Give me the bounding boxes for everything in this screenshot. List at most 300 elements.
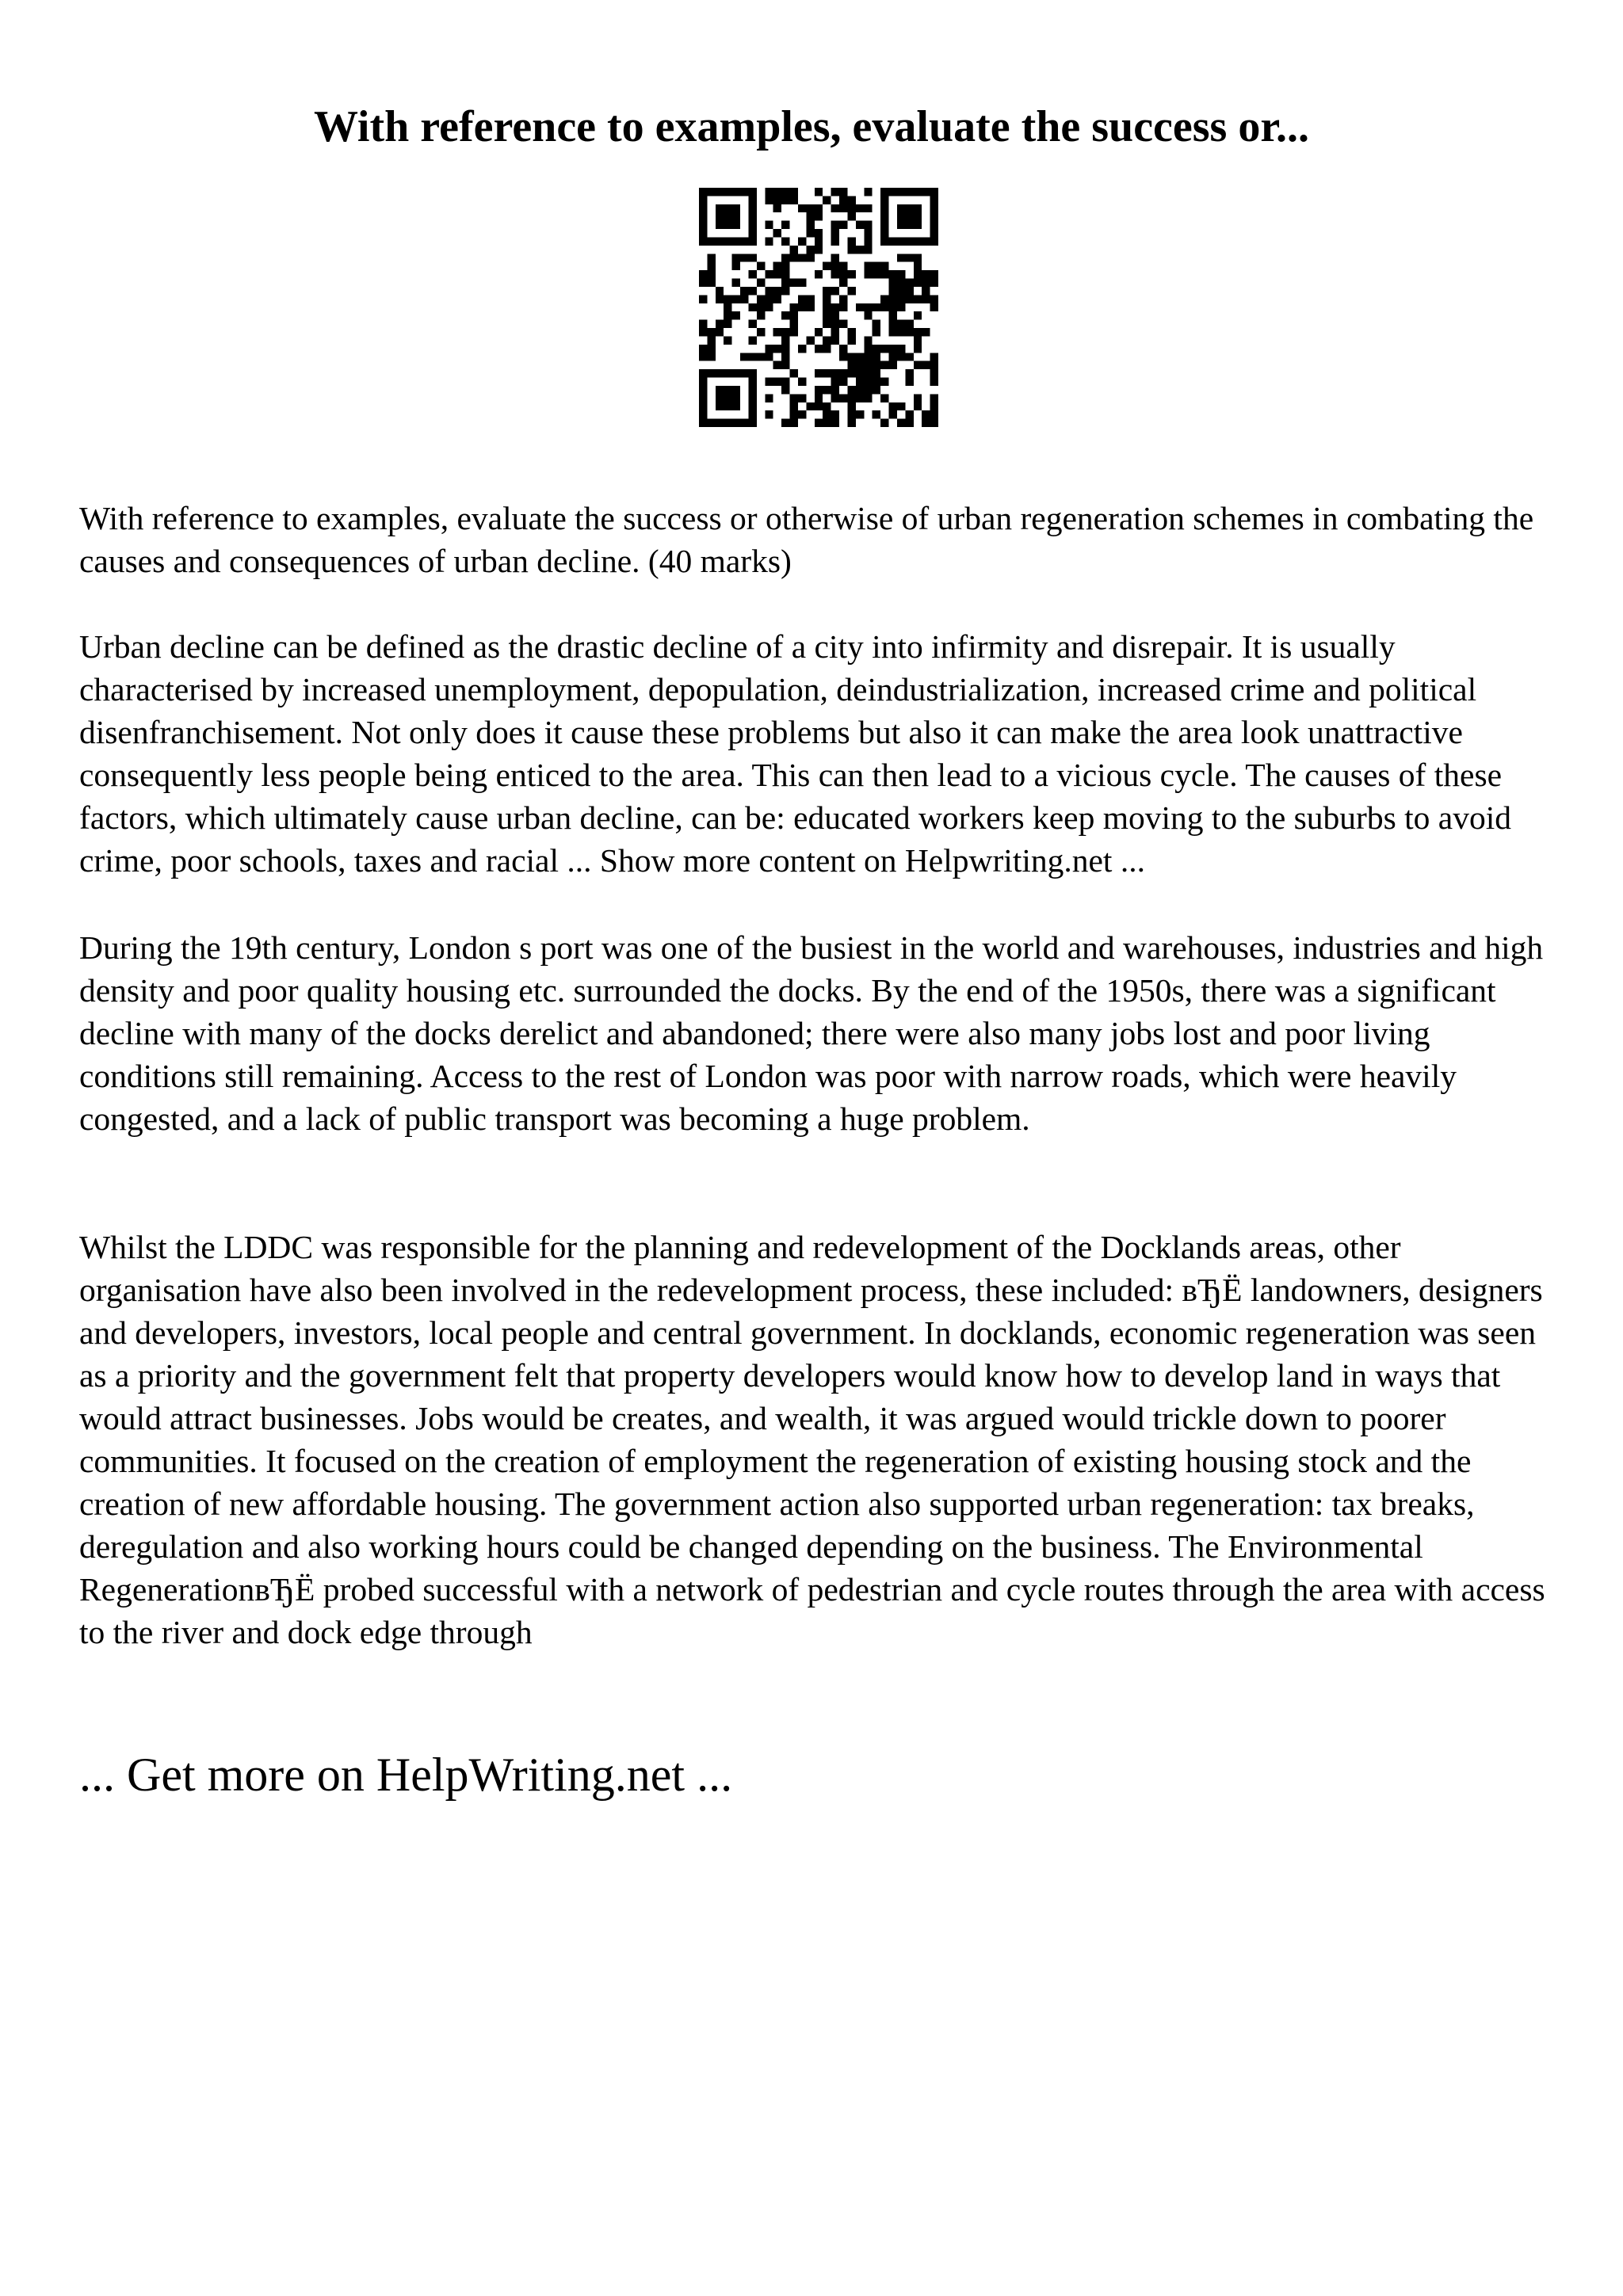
- qr-module: [740, 369, 748, 377]
- qr-module: [873, 378, 880, 386]
- qr-module: [773, 345, 781, 353]
- qr-module: [839, 270, 847, 278]
- qr-module: [922, 410, 930, 418]
- qr-module: [748, 229, 756, 237]
- qr-module: [880, 204, 888, 212]
- qr-module: [831, 287, 839, 295]
- qr-module: [897, 345, 905, 353]
- qr-module: [839, 303, 847, 311]
- qr-module: [732, 221, 740, 229]
- qr-module: [873, 328, 880, 336]
- qr-module: [897, 204, 905, 212]
- qr-module: [757, 353, 765, 360]
- qr-module: [847, 419, 855, 427]
- qr-module: [864, 361, 872, 369]
- qr-module: [847, 386, 855, 394]
- qr-module: [790, 328, 798, 336]
- qr-module: [699, 353, 707, 360]
- qr-module: [847, 410, 855, 418]
- qr-module: [707, 419, 715, 427]
- qr-module: [930, 279, 938, 287]
- qr-module: [748, 254, 756, 261]
- qr-module: [732, 254, 740, 261]
- qr-module: [914, 212, 922, 220]
- qr-module: [889, 270, 897, 278]
- qr-module: [831, 229, 839, 237]
- qr-module: [831, 221, 839, 229]
- qr-module: [922, 328, 930, 336]
- qr-module: [880, 221, 888, 229]
- qr-module: [905, 204, 913, 212]
- qr-module: [765, 287, 773, 295]
- qr-module: [790, 402, 798, 410]
- qr-module: [732, 204, 740, 212]
- qr-module: [781, 262, 789, 270]
- qr-module: [716, 386, 724, 394]
- qr-module: [748, 378, 756, 386]
- qr-module: [864, 336, 872, 344]
- qr-module: [757, 262, 765, 270]
- qr-module: [724, 402, 731, 410]
- qr-module: [798, 303, 806, 311]
- qr-module: [724, 221, 731, 229]
- qr-module: [757, 328, 765, 336]
- qr-module: [905, 295, 913, 303]
- qr-module: [905, 378, 913, 386]
- qr-module: [847, 287, 855, 295]
- qr-module: [699, 386, 707, 394]
- qr-module: [740, 419, 748, 427]
- qr-module: [765, 295, 773, 303]
- qr-module: [773, 196, 781, 204]
- qr-module: [847, 328, 855, 336]
- qr-module: [905, 287, 913, 295]
- qr-module: [798, 237, 806, 245]
- qr-module: [930, 295, 938, 303]
- qr-module: [831, 328, 839, 336]
- qr-module: [889, 410, 897, 418]
- qr-module: [724, 295, 731, 303]
- qr-module: [707, 254, 715, 261]
- qr-module: [864, 345, 872, 353]
- qr-module: [724, 394, 731, 402]
- qr-module: [707, 188, 715, 196]
- qr-module: [815, 188, 823, 196]
- qr-module: [732, 212, 740, 220]
- qr-module: [699, 270, 707, 278]
- qr-module: [831, 336, 839, 344]
- qr-module: [831, 369, 839, 377]
- qr-module: [765, 378, 773, 386]
- qr-module: [699, 345, 707, 353]
- qr-module: [905, 279, 913, 287]
- qr-module: [889, 287, 897, 295]
- qr-module: [864, 237, 872, 245]
- qr-module: [897, 237, 905, 245]
- qr-module: [781, 336, 789, 344]
- qr-module: [914, 361, 922, 369]
- qr-module: [765, 353, 773, 360]
- qr-module: [781, 196, 789, 204]
- qr-module: [815, 386, 823, 394]
- qr-module: [707, 328, 715, 336]
- qr-module: [905, 369, 913, 377]
- qr-module: [839, 188, 847, 196]
- qr-module: [781, 311, 789, 319]
- qr-module: [930, 237, 938, 245]
- qr-module: [831, 204, 839, 212]
- qr-module: [765, 394, 773, 402]
- qr-module: [823, 311, 831, 319]
- qr-module: [823, 320, 831, 328]
- qr-module: [847, 196, 855, 204]
- qr-module: [815, 345, 823, 353]
- qr-module: [873, 369, 880, 377]
- qr-module: [823, 419, 831, 427]
- qr-module: [765, 345, 773, 353]
- qr-module: [781, 287, 789, 295]
- qr-module: [847, 394, 855, 402]
- qr-module: [839, 320, 847, 328]
- qr-module: [798, 410, 806, 418]
- qr-module: [707, 336, 715, 344]
- qr-module: [864, 378, 872, 386]
- qr-module: [839, 279, 847, 287]
- qr-module: [699, 212, 707, 220]
- qr-module: [806, 212, 814, 220]
- qr-module: [831, 311, 839, 319]
- qr-module: [823, 262, 831, 270]
- qr-module: [815, 394, 823, 402]
- qr-module: [847, 402, 855, 410]
- qr-module: [806, 295, 814, 303]
- qr-module: [831, 270, 839, 278]
- qr-module: [897, 320, 905, 328]
- qr-module: [790, 419, 798, 427]
- qr-module: [699, 229, 707, 237]
- qr-module: [914, 402, 922, 410]
- document-title: With reference to examples, evaluate the success or...: [313, 102, 1310, 151]
- qr-module: [757, 295, 765, 303]
- qr-module: [815, 204, 823, 212]
- qr-module: [889, 237, 897, 245]
- qr-module: [748, 419, 756, 427]
- qr-module: [699, 320, 707, 328]
- qr-module: [798, 279, 806, 287]
- qr-module: [914, 311, 922, 319]
- qr-module: [806, 229, 814, 237]
- qr-module: [930, 361, 938, 369]
- qr-module: [707, 369, 715, 377]
- qr-module: [806, 402, 814, 410]
- qr-module: [914, 188, 922, 196]
- qr-module: [699, 410, 707, 418]
- qr-module: [930, 270, 938, 278]
- qr-module: [880, 361, 888, 369]
- qr-module: [707, 270, 715, 278]
- qr-module: [873, 410, 880, 418]
- qr-module: [930, 196, 938, 204]
- qr-module: [732, 419, 740, 427]
- qr-module: [732, 279, 740, 287]
- qr-module: [773, 270, 781, 278]
- qr-module: [847, 246, 855, 254]
- qr-module: [889, 303, 897, 311]
- get-more-link[interactable]: ... Get more on HelpWriting.net ...: [79, 1749, 733, 1801]
- qr-module: [732, 188, 740, 196]
- qr-module: [864, 303, 872, 311]
- qr-module: [716, 320, 724, 328]
- qr-module: [930, 378, 938, 386]
- qr-module: [880, 270, 888, 278]
- qr-module: [732, 394, 740, 402]
- qr-module: [864, 311, 872, 319]
- qr-module: [914, 328, 922, 336]
- qr-module: [905, 320, 913, 328]
- qr-module: [880, 237, 888, 245]
- qr-module: [889, 353, 897, 360]
- qr-module: [864, 221, 872, 229]
- qr-module: [880, 229, 888, 237]
- qr-module: [748, 402, 756, 410]
- qr-module: [773, 295, 781, 303]
- qr-module: [748, 394, 756, 402]
- qr-module: [732, 237, 740, 245]
- qr-module: [748, 287, 756, 295]
- qr-module: [798, 254, 806, 261]
- qr-module: [823, 369, 831, 377]
- qr-module: [748, 386, 756, 394]
- qr-module: [806, 336, 814, 344]
- qr-module: [905, 188, 913, 196]
- qr-module: [740, 188, 748, 196]
- qr-module: [781, 419, 789, 427]
- qr-module: [864, 353, 872, 360]
- qr-module: [765, 303, 773, 311]
- qr-module: [864, 204, 872, 212]
- qr-module: [724, 336, 731, 344]
- qr-module: [905, 254, 913, 261]
- qr-module: [856, 204, 864, 212]
- qr-module: [707, 262, 715, 270]
- qr-module: [724, 188, 731, 196]
- qr-module: [732, 386, 740, 394]
- qr-module: [831, 394, 839, 402]
- qr-module: [748, 320, 756, 328]
- qr-module: [699, 295, 707, 303]
- qr-module: [806, 254, 814, 261]
- qr-module: [831, 320, 839, 328]
- qr-module: [856, 303, 864, 311]
- qr-module: [897, 221, 905, 229]
- qr-module: [873, 345, 880, 353]
- qr-module: [790, 246, 798, 254]
- qr-module: [716, 402, 724, 410]
- qr-module: [930, 188, 938, 196]
- qr-module: [716, 419, 724, 427]
- qr-module: [773, 361, 781, 369]
- qr-module: [716, 188, 724, 196]
- qr-module: [914, 237, 922, 245]
- qr-module: [815, 419, 823, 427]
- qr-module: [790, 320, 798, 328]
- qr-module: [716, 237, 724, 245]
- qr-module: [757, 311, 765, 319]
- qr-module: [873, 262, 880, 270]
- qr-module: [847, 212, 855, 220]
- qr-module: [732, 311, 740, 319]
- qr-module: [914, 295, 922, 303]
- qr-module: [798, 204, 806, 212]
- qr-module: [839, 262, 847, 270]
- qr-module: [757, 279, 765, 287]
- qr-module: [889, 295, 897, 303]
- qr-module: [724, 386, 731, 394]
- qr-module: [831, 188, 839, 196]
- qr-module: [716, 212, 724, 220]
- qr-module: [806, 204, 814, 212]
- qr-module: [798, 378, 806, 386]
- qr-module: [922, 419, 930, 427]
- lddc-paragraph: Whilst the LDDC was responsible for the planning and redevelopment of the Docklands areas, other organisation have also been involved in the redevelopment process, these included: вЂЁ landowners, designers and developers, investors, local people and central government. In docklands, economic regeneration was seen as a priority and the government felt that property developers would know how to develop land in ways that would attract businesses. Jobs would be creates, and wealth, it was argued would trickle down to poorer communities. It focused on the creation of employment the regeneration of existing housing stock and the creation of new affordable housing. The government action also supported urban regeneration: tax breaks, deregulation and also working hours could be changed depending on the business. The Environmental RegenerationвЂЁ probed successful with a network of pedestrian and cycle routes through the area with access to the river and dock edge through: [79, 1229, 1545, 1650]
- qr-module: [740, 237, 748, 245]
- qr-module: [815, 229, 823, 237]
- qr-module: [922, 279, 930, 287]
- qr-module: [847, 353, 855, 360]
- qr-module: [914, 336, 922, 344]
- qr-module: [699, 328, 707, 336]
- qr-module: [914, 270, 922, 278]
- qr-module: [699, 378, 707, 386]
- qr-module: [790, 311, 798, 319]
- qr-module: [839, 295, 847, 303]
- qr-module: [880, 345, 888, 353]
- qr-module: [815, 237, 823, 245]
- qr-module: [748, 303, 756, 311]
- qr-module: [806, 246, 814, 254]
- qr-module: [922, 295, 930, 303]
- qr-module: [873, 320, 880, 328]
- qr-module: [823, 402, 831, 410]
- qr-module: [905, 353, 913, 360]
- qr-module: [922, 270, 930, 278]
- qr-module: [864, 270, 872, 278]
- qr-module: [930, 410, 938, 418]
- qr-module: [880, 262, 888, 270]
- qr-module: [781, 361, 789, 369]
- qr-module: [707, 353, 715, 360]
- qr-module: [847, 361, 855, 369]
- qr-module: [847, 369, 855, 377]
- qr-module: [724, 303, 731, 311]
- qr-module: [930, 229, 938, 237]
- qr-module: [823, 196, 831, 204]
- qr-module: [873, 270, 880, 278]
- qr-module: [716, 287, 724, 295]
- qr-module: [889, 361, 897, 369]
- qr-module: [864, 386, 872, 394]
- qr-module: [823, 336, 831, 344]
- qr-module: [847, 204, 855, 212]
- qr-module: [856, 386, 864, 394]
- intro-paragraph: Urban decline can be defined as the drastic decline of a city into infirmity and disrepair. It is usually characterised by increased unemployment, depopulation, deindustrialization, increased crime and political disenfranchisement. Not only does it cause these problems but also it can make the area look unattractive consequently less people being enticed to the area. This can then lead to a vicious cycle. The causes of these factors, which ultimately cause urban decline, can be: educated workers keep moving to the suburbs to avoid crime, poor schools, taxes and racial ... Show more content on Helpwriting.net ...: [79, 628, 1511, 879]
- qr-module: [699, 221, 707, 229]
- qr-module: [839, 369, 847, 377]
- qr-module: [765, 270, 773, 278]
- qr-module: [740, 295, 748, 303]
- qr-module: [765, 237, 773, 245]
- qr-module: [707, 279, 715, 287]
- qr-module: [748, 204, 756, 212]
- qr-module: [748, 196, 756, 204]
- qr-module: [732, 262, 740, 270]
- qr-module: [930, 419, 938, 427]
- qr-module: [724, 320, 731, 328]
- qr-module: [831, 303, 839, 311]
- qr-module: [897, 402, 905, 410]
- qr-module: [815, 369, 823, 377]
- qr-module: [930, 353, 938, 360]
- qr-module: [839, 196, 847, 204]
- qr-module: [873, 353, 880, 360]
- qr-module: [716, 204, 724, 212]
- qr-module: [740, 254, 748, 261]
- qr-module: [823, 287, 831, 295]
- qr-module: [847, 336, 855, 344]
- qr-module: [831, 254, 839, 261]
- qr-module: [699, 369, 707, 377]
- qr-module: [831, 386, 839, 394]
- qr-module: [880, 394, 888, 402]
- qr-module: [914, 262, 922, 270]
- qr-module: [781, 328, 789, 336]
- qr-module: [864, 246, 872, 254]
- qr-module: [914, 279, 922, 287]
- qr-module: [781, 188, 789, 196]
- qr-module: [880, 212, 888, 220]
- qr-module: [897, 270, 905, 278]
- qr-module: [781, 378, 789, 386]
- qr-module: [880, 295, 888, 303]
- qr-module: [798, 295, 806, 303]
- qr-module: [716, 394, 724, 402]
- qr-module: [864, 188, 872, 196]
- qr-module: [765, 410, 773, 418]
- qr-module: [773, 378, 781, 386]
- qr-module: [889, 345, 897, 353]
- qr-module: [773, 328, 781, 336]
- qr-module: [930, 402, 938, 410]
- qr-module: [880, 303, 888, 311]
- qr-module: [724, 237, 731, 245]
- qr-code-icon: [699, 188, 938, 427]
- qr-module: [781, 345, 789, 353]
- qr-module: [889, 311, 897, 319]
- qr-module: [897, 254, 905, 261]
- qr-module: [773, 204, 781, 212]
- qr-module: [790, 196, 798, 204]
- qr-module: [699, 204, 707, 212]
- qr-module: [699, 419, 707, 427]
- qr-module: [839, 345, 847, 353]
- qr-module: [716, 369, 724, 377]
- qr-module: [856, 394, 864, 402]
- qr-module: [856, 361, 864, 369]
- qr-module: [806, 221, 814, 229]
- qr-module: [889, 279, 897, 287]
- qr-module: [831, 262, 839, 270]
- qr-module: [905, 221, 913, 229]
